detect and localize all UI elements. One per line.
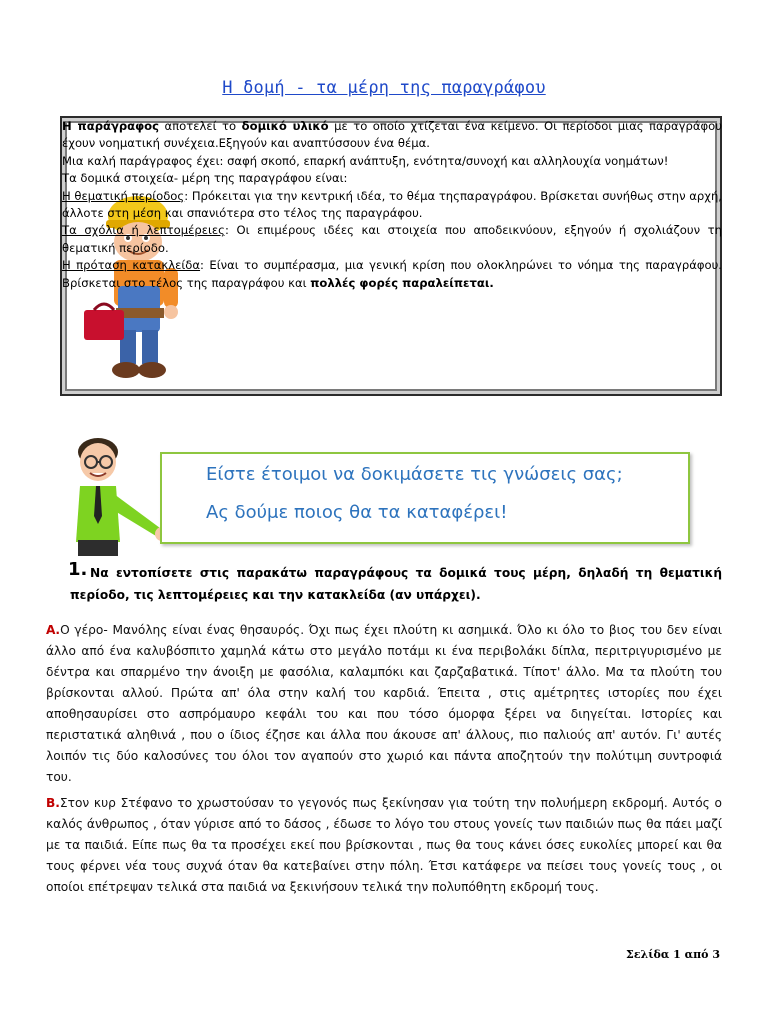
- quiz-question-line: Είστε έτοιμοι να δοκιμάσετε τις γνώσεις σας;: [206, 464, 623, 485]
- paragraph-a-text: Ο γέρο- Μανόλης είναι ένας θησαυρός. Όχι πως έχει πλούτη κι ασημικά. Όλο κι όλο το βιος του δεν είναι άλλο από ένα καλυβόσπιτο χαμηλά κάτω στο μεγάλο ποτάμι κι ένα περιβολάκι δίπλα, περιτριγυρισμένο με δέντρα και σπαρμένο την άνοιξη με φασόλια, καλαμπόκι και ζαρζαβατικά. Τίποτ' άλλο. Μα τα πλούτη του βρίσκονται αλλού. Πρώτα απ' όλα στην καλή του καρδιά. Έπειτα , στις αμέτρητες ιστορίες που έχει αποθησαυρίσει στο ασπρόμαυρο κεφάλι του και που τόσο όμορφα ξέρει να διηγείται. Ιστορίες και περιστατικά αληθινά , που ο ίδιος έζησε και άλλα που άκουσε απ' άλλους, πιο παλιούς απ' αυτόν. Γι' αυτές λοιπόν τις δύο καλοσύνες του όλοι τον αγαπούν στο χωριό και πάντα αποζητούν την πολύτιμη συντροφιά του.: [46, 623, 722, 784]
- paragraph-a-letter: Α.: [46, 623, 61, 637]
- page-title: Η δομή - τα μέρη της παραγράφου: [222, 78, 546, 98]
- intro-text-1: αποτελεί το: [159, 119, 242, 133]
- exercise-instruction: [68, 559, 722, 606]
- exercise-text: Να εντοπίσετε στις παρακάτω παραγράφους τα δομικά τους μέρη, δηλαδή τη θεματική περίοδο, τις λεπτομέρειες και την κατακλείδα (αν υπάρχει).: [70, 566, 722, 602]
- term-topic-sentence: Η θεματική περίοδος: [62, 188, 185, 203]
- topic-sentence-definition: [62, 188, 722, 223]
- exercise-number: 1.: [68, 559, 88, 580]
- paragraph-structure-explanation: [62, 118, 722, 292]
- details-text: : Οι επιμέρους ιδέες και στοιχεία που αποδεικνύουν, εξηγούν ή σχολιάζουν τη θεματική περίοδο.: [62, 223, 723, 255]
- structural-elements-heading: Τα δομικά στοιχεία- μέρη της παραγράφου είναι:: [62, 171, 348, 186]
- topic-sentence-text: : Πρόκειται για την κεντρική ιδέα, το θέμα τηςπαραγράφου. Βρίσκεται συνήθως στην αρχή, άλλοτε στη μέση και σπανιότερα στο τέλος της παραγράφου.: [62, 188, 722, 221]
- term-conclusion: Η πρόταση κατακλείδα: [62, 258, 201, 273]
- conclusion-text: : Είναι το συμπέρασμα, μια γενική κρίση που ολοκληρώνει το νόημα της παραγράφου. Βρίσκεται στο τέλος της παραγράφου και: [62, 258, 722, 290]
- details-definition: [62, 222, 722, 257]
- paragraph-b: [46, 793, 722, 898]
- quiz-challenge-line: Ας δούμε ποιος θα τα καταφέρει!: [206, 502, 508, 523]
- intro-paragraph: [62, 118, 722, 153]
- term-details: Τα σχόλια ή λεπτομέρειες: [62, 223, 225, 238]
- paragraph-b-letter: Β.: [46, 796, 60, 810]
- bold-term-structural-material: δομικό υλικό: [241, 119, 329, 133]
- page-number-footer: Σελίδα 1 από 3: [626, 948, 720, 961]
- bold-term-paragraph: Η παράγραφος: [62, 119, 160, 133]
- conclusion-definition: [62, 257, 722, 292]
- paragraph-a: [46, 620, 722, 788]
- conclusion-bold-text: πολλές φορές παραλείπεται.: [310, 275, 494, 290]
- good-paragraph-traits: Μια καλή παράγραφος έχει: σαφή σκοπό, επαρκή ανάπτυξη, ενότητα/συνοχή και αλληλουχία νοημάτων!: [62, 153, 669, 168]
- paragraph-b-text: Στον κυρ Στέφανο το χρωστούσαν το γεγονός πως ξεκίνησαν για τούτη την πολυήμερη εκδρομή. Αυτός ο καλός άνθρωπος , όταν γύρισε από το δάσος , έδωσε το λόγο του στους γονείς των παιδιών πως θα πάει μαζί με τα παιδιά. Είπε πως θα τα προσέχει εκεί που βρίσκονται , πως θα τους κάνει όσες ευκολίες μπορεί και θα τους φέρνει νέα τους συχνά όταν θα κατεβαίνει στην πόλη. Έτσι κατάφερε να πείσει τους γονείς τους , οι οποίοι επέτρεψαν τελικά στα παιδιά να ξεκινήσουν τελικά την πολυπόθητη εκδρομή τους.: [46, 796, 722, 894]
- quiz-banner: [160, 452, 690, 544]
- intro-text-2: με το οποίο χτίζεται ένα κείμενο. Οι περίοδοι μιας παραγράφου έχουν νοηματική συνέχεια.Εξηγούν και αναπτύσσουν ένα θέμα.: [62, 119, 722, 151]
